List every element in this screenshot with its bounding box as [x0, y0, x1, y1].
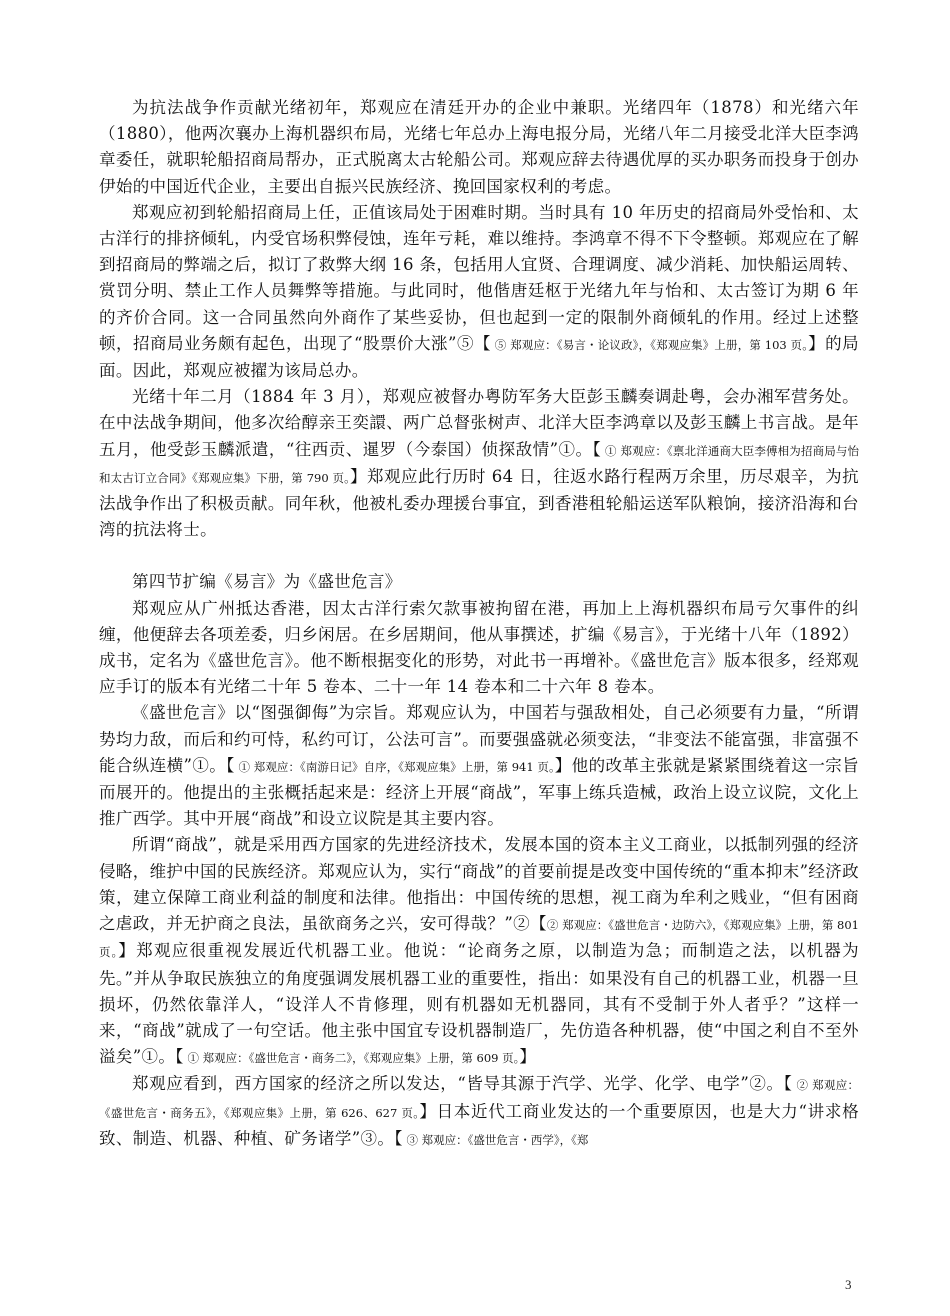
paragraph — [99, 1071, 859, 1153]
paragraph-text: 】郑观应很重视发展近代机器工业。他说：“论商务之原，以制造为急；而制造之法，以机器为先。”并从争取民族独立的角度强调发展机器工业的重要性，指出：如果没有自己的机器工业，机器一旦损坏，仍然依靠洋人，“设洋人不肯修理，则有机器如无机器同，其有不受制于外人者乎？”这样一来，“商战”就成了一句空话。他主张中国宜专设机器制造厂，先仿造各种机器，使“中国之利自不至外溢矣”①。【 — [99, 941, 860, 1067]
body-text — [99, 95, 859, 1153]
footnote-citation: ③ 郑观应：《盛世危言・西学》，《郑 — [402, 1132, 589, 1147]
section-heading: 第四节扩编《易言》为《盛世危言》 — [132, 572, 402, 592]
paragraph-text: 郑观应从广州抵达香港，因太古洋行索欠款事被拘留在港，再加上上海机器织布局亏欠事件的纠缠，他便辞去各项差委，归乡闲居。在乡居期间，他从事撰述，扩编《易言》，于光绪十八年（1892）成书，定名为《盛世危言》。他不断根据变化的形势，对此书一再增补。《盛世危言》版本很多，经郑观应手订的版本有光绪二十年 5 卷本、二十一年 14 卷本和二十六年 8 卷本。 — [99, 598, 859, 697]
paragraph-text: 】的局面。因此，郑观应被擢为该局总办。 — [99, 333, 859, 381]
footnote-citation: ① 郑观应：《禀北洋通商大臣李傅相为招商局与怡和太古订立合同》《郑观应集》下册，第 790 页。 — [99, 443, 859, 485]
paragraph-text: 郑观应初到轮船招商局上任，正值该局处于困难时期。当时具有 10 年历史的招商局外受怡和、太古洋行的排挤倾轧，内受官场积弊侵蚀，连年亏耗，难以维持。李鸿章不得不下令整顿。郑观应在了解到招商局的弊端之后，拟订了救弊大纲 16 条，包括用人宜贤、合理调度、减少消耗、加快船运周转、赏罚分明、禁止工作人员舞弊等措施。与此同时，他偕唐廷枢于光绪九年与怡和、太古签订为期 6 年的齐价合同。这一合同虽然向外商作了某些妥协，但也起到一定的限制外商倾轧的作用。经过上述整顿，招商局业务颇有起色，出现了“股票价大涨”⑤【 — [99, 202, 859, 353]
paragraph-group-part2 — [99, 596, 859, 1153]
footnote-citation: ② 郑观应：《盛世危言・边防六》，《郑观应集》上册，第 801 页。 — [99, 918, 859, 960]
paragraph-text: 】 — [519, 1047, 537, 1067]
paragraph — [99, 596, 859, 701]
paragraph — [99, 95, 859, 200]
footnote-citation: ① 郑观应：《盛世危言・商务二》，《郑观应集》上册，第 609 页。 — [183, 1051, 520, 1066]
paragraph-text: 】他的改革主张就是紧紧围绕着这一宗旨而展开的。他提出的主张概括起来是：经济上开展“商战”，军事上练兵造械，政治上设立议院，文化上推广西学。其中开展“商战”和设立议院是其主要内容。 — [99, 755, 859, 829]
paragraph-text: 为抗法战争作贡献光绪初年，郑观应在清廷开办的企业中兼职。光绪四年（1878）和光绪六年（1880），他两次襄办上海机器织布局，光绪七年总办上海电报分局，光绪八年二月接受北洋大臣李鸿章委任，就职轮船招商局帮办，正式脱离太古轮船公司。郑观应辞去待遇优厚的买办职务而投身于创办伊始的中国近代企业，主要出自振兴民族经济、挽回国家权利的考虑。 — [99, 98, 859, 196]
paragraph — [99, 700, 859, 832]
footnote-citation: ⑤ 郑观应：《易言・论议政》，《郑观应集》上册，第 103 页。 — [490, 337, 809, 352]
paragraph — [99, 384, 859, 543]
paragraph — [99, 832, 859, 1071]
paragraph-text: 】郑观应此行历时 64 日，往返水路行程两万余里，历尽艰辛，为抗法战争作出了积极贡献。同年秋，他被札委办理援台事宜，到香港租轮船运送军队粮饷，接济沿海和台湾的抗法将士。 — [99, 466, 859, 540]
paragraph-text: 所谓“商战”，就是采用西方国家的先进经济技术，发展本国的资本主义工商业，以抵制列强的经济侵略，维护中国的民族经济。郑观应认为，实行“商战”的首要前提是改变中国传统的“重本抑末”经济政策，建立保障工商业利益的制度和法律。他指出：中国传统的思想，视工商为牟利之贱业，“但有困商之虐政，并无护商之良法，虽欲商务之兴，安可得哉？”②【 — [99, 835, 859, 934]
footnote-citation: ② 郑观应：《盛世危言・商务五》，《郑观应集》上册，第 626、627 页。 — [99, 1078, 859, 1120]
paragraph-text: 郑观应看到，西方国家的经济之所以发达，“皆导其源于汽学、光学、化学、电学”②。【 — [132, 1074, 793, 1094]
footnote-citation: ① 郑观应：《南游日记》自序，《郑观应集》上册，第 941 页。 — [234, 759, 555, 774]
page-number: 3 — [845, 1277, 852, 1292]
paragraph-text: 《盛世危言》以“图强御侮”为宗旨。郑观应认为，中国若与强敌相处，自己必须要有力量，“所谓势均力敌，而后和约可恃，私约可订，公法可言”。而要强盛就必须变法，“非变法不能富强，非富强不能合纵连横”①。【 — [99, 703, 859, 775]
paragraph-text: 光绪十年二月（1884 年 3 月），郑观应被督办粤防军务大臣彭玉麟奏调赴粤，会办湘军营务处。在中法战争期间，他多次给醇亲王奕譞、两广总督张树声、北洋大臣李鸿章以及彭玉麟上书言战。是年五月，他受彭玉麟派遣，“往西贡、暹罗（今泰国）侦探敌情”①。【 — [99, 387, 859, 459]
paragraph — [99, 200, 859, 384]
paragraph-group-part1 — [99, 95, 859, 543]
paragraph-text: 】日本近代工商业发达的一个重要原因，也是大力“讲求格致、制造、机器、种植、矿务诸学”③。【 — [99, 1101, 859, 1148]
